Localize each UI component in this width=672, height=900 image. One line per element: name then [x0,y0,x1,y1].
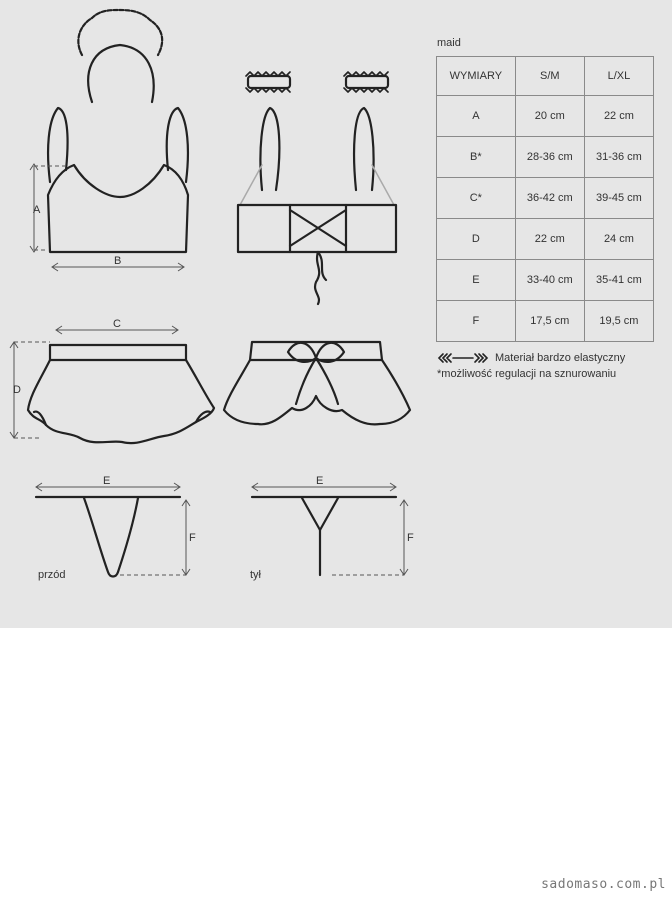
label-d: D [13,384,21,396]
table-cell: 17,5 cm [515,301,584,342]
label-b: B [114,255,122,267]
legend-adjust-text: *możliwość regulacji na sznurowaniu [437,368,617,380]
legend-elastic [437,350,625,366]
product-name: maid [437,37,461,49]
label-f-front: F [189,532,196,544]
table-cell: D [437,219,516,260]
legend-adjust [437,366,625,382]
table-cell: F [437,301,516,342]
table-cell: 33-40 cm [515,260,584,301]
table-header-row [437,57,654,96]
label-e-front: E [103,475,111,487]
table-row [437,96,654,137]
legend [437,350,625,382]
skirt-front-drawing [28,345,214,443]
thong-back-drawing [252,497,396,575]
thong-front-drawing [36,497,180,577]
size-table [436,56,654,342]
table-header-cell: L/XL [584,57,653,96]
table-row [437,219,654,260]
dimension-e-back [252,483,396,491]
table-row [437,178,654,219]
table-row [437,137,654,178]
table-row [437,301,654,342]
table-cell: 36-42 cm [515,178,584,219]
table-cell: E [437,260,516,301]
legend-elastic-text: Materiał bardzo elastyczny [495,352,626,364]
bra-back-drawing [238,108,396,304]
table-cell: B* [437,137,516,178]
table-cell: 22 cm [584,96,653,137]
bra-front-drawing [48,108,188,252]
headband-drawing [78,10,162,102]
table-cell: 31-36 cm [584,137,653,178]
elastic-arrows-icon [437,352,489,364]
label-f-back: F [407,532,414,544]
table-cell: 20 cm [515,96,584,137]
label-back: tył [250,569,261,581]
table-row [437,260,654,301]
table-header-cell: S/M [515,57,584,96]
table-header-cell: WYMIARY [437,57,516,96]
table-cell: 24 cm [584,219,653,260]
label-e-back: E [316,475,324,487]
cuffs-drawing [246,72,388,92]
table-cell: C* [437,178,516,219]
table-cell: 39-45 cm [584,178,653,219]
table-cell: 22 cm [515,219,584,260]
table-cell: 28-36 cm [515,137,584,178]
table-cell: 19,5 cm [584,301,653,342]
watermark: sadomaso.com.pl [541,877,666,892]
table-cell: 35-41 cm [584,260,653,301]
label-front: przód [38,569,66,581]
table-cell: A [437,96,516,137]
label-a: A [33,204,41,216]
label-c: C [113,318,121,330]
skirt-back-drawing [224,342,410,424]
